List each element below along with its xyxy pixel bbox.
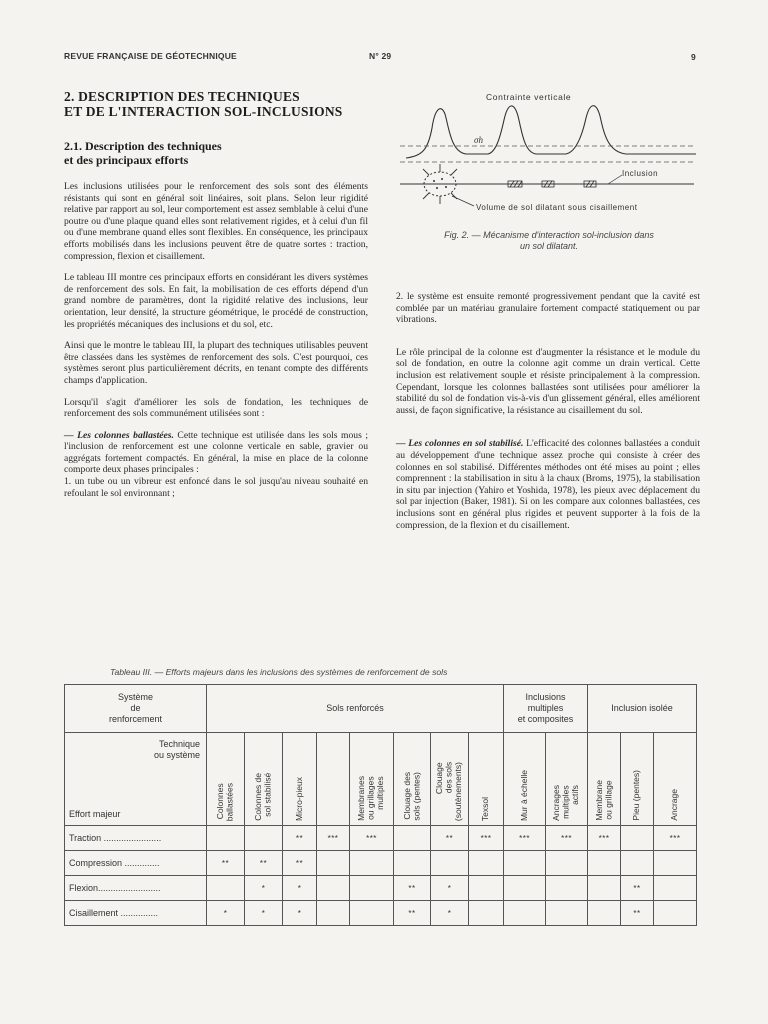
text-colonnes-ballastees: Cette technique est utilisée dans les sols mous ; l'inclusion de renforcement est une colonne verticale en sable, gravier ou aggrégats fortement compactés. En général, la mise en place de la colonne comporte deux phases principales : bbox=[64, 429, 369, 476]
section-title-line2: ET DE L'INTERACTION SOL-INCLUSIONS bbox=[64, 104, 343, 119]
table-cell bbox=[317, 901, 350, 926]
header-technique-systeme: Technique ou système bbox=[153, 739, 200, 760]
table-cell: * bbox=[245, 901, 283, 926]
table-cell: * bbox=[431, 901, 469, 926]
column-header-label: Membrane ou grillage bbox=[593, 780, 614, 821]
table-cell: * bbox=[245, 876, 283, 901]
table-cell: *** bbox=[504, 826, 546, 851]
table-cell bbox=[350, 901, 394, 926]
column-header bbox=[621, 733, 654, 826]
column-header bbox=[245, 733, 283, 826]
header-systeme-renforcement: Système de renforcement bbox=[65, 685, 207, 733]
lead-colonnes-sol-stabilise: — Les colonnes en sol stabilisé. bbox=[396, 438, 524, 450]
paragraph-efforts-intro: Les inclusions utilisées pour le renforcement des sols sont des éléments résistants qui sont en général soit linéaires, soit plans. Selon leur rigidité relative par rapport au sol, leur comportement est assez semblable à celui d'une poutre ou d'une plaque quand elles sont relativement rigides, et à celui d'un fil ou d'une membrane quand elles sont flexibles. En conséquence, les principaux efforts mobilisés dans les inclusions peuvent être de quatre sortes : traction, compression, flexion et cisaillement. bbox=[64, 181, 368, 262]
table-cell bbox=[469, 901, 504, 926]
column-header-label: Membranes ou grillages multiples bbox=[356, 776, 386, 821]
table-cell: *** bbox=[350, 826, 394, 851]
table-column-header-row bbox=[65, 733, 697, 826]
table-row bbox=[65, 851, 697, 876]
table-cell bbox=[469, 851, 504, 876]
page-number: 9 bbox=[691, 52, 696, 62]
table-row bbox=[65, 876, 697, 901]
column-header-label: Colonnes ballastées bbox=[215, 782, 235, 821]
table-cell bbox=[394, 826, 431, 851]
journal-title: REVUE FRANÇAISE DE GÉOTECHNIQUE bbox=[64, 51, 237, 61]
table-cell bbox=[504, 851, 546, 876]
table-cell: * bbox=[283, 901, 317, 926]
table-cell bbox=[654, 876, 697, 901]
table-cell bbox=[654, 901, 697, 926]
table-cell: *** bbox=[546, 826, 588, 851]
paragraph-tableau-iii: Le tableau III montre ces principaux efforts en considérant les divers systèmes de renforcement des sols. En fait, la mobilisation de ces efforts dépend d'un grand nombre de paramètres, dont la rigidité relative des inclusions, leur orientation, leur densité, la structure géométrique, le procédé de construction, les propriétés mécaniques des inclusions et du sol, etc. bbox=[64, 272, 368, 330]
row-label: Compression .............. bbox=[65, 851, 207, 876]
text-colonnes-sol-stabilise: L'efficacité des colonnes ballastées a conduit au développement d'une technique assez proche qui consiste à créer des colonnes en sol stabilisé. Différentes méthodes ont été mises au point ; elles comprennent : la stabilisation in situ à la chaux (Broms, 1975), la stabilisation in situ par injection (Yahiro et Yoshida, 1978), les pieux avec déplacement du sol par injection (Baker, 1981). Si on les compare aux colonnes ballastées, ces inclusions sont en général plus rigides et peuvent supporter à la fois de la compression, de la flexion et du cisaillement. bbox=[396, 438, 701, 531]
figure-caption bbox=[396, 230, 702, 252]
table-cell: *** bbox=[469, 826, 504, 851]
label-volume-dilatant: Volume de sol dilatant sous cisaillement bbox=[476, 203, 638, 212]
table-cell: ** bbox=[394, 901, 431, 926]
column-header bbox=[317, 733, 350, 826]
table-cell: *** bbox=[317, 826, 350, 851]
column-header-label: Mur à échelle bbox=[518, 769, 529, 821]
table-cell bbox=[431, 851, 469, 876]
paragraph-colonnes-ballastees bbox=[64, 430, 368, 476]
column-header bbox=[283, 733, 317, 826]
column-header bbox=[469, 733, 504, 826]
section-title-line1: 2. DESCRIPTION DES TECHNIQUES bbox=[64, 89, 300, 104]
right-column bbox=[396, 291, 700, 541]
column-header-label: Ancrages multiples actifs bbox=[551, 785, 581, 821]
table-cell: * bbox=[431, 876, 469, 901]
column-header-label: Texsol bbox=[480, 796, 491, 821]
table-cell bbox=[546, 851, 588, 876]
table-cell bbox=[588, 876, 621, 901]
table-cell bbox=[245, 826, 283, 851]
volume-leader bbox=[452, 196, 474, 206]
header-technique-effort bbox=[65, 733, 207, 826]
subsection-title bbox=[64, 139, 384, 167]
table-cell bbox=[394, 851, 431, 876]
table-cell bbox=[350, 851, 394, 876]
label-sigma-h: σh bbox=[474, 135, 483, 145]
column-header-label: Pieu (pentes) bbox=[631, 770, 642, 821]
paragraph-sol-stabilise bbox=[396, 438, 700, 531]
table-cell bbox=[621, 826, 654, 851]
header-effort-majeur: Effort majeur bbox=[69, 809, 121, 819]
table-cell: ** bbox=[245, 851, 283, 876]
left-column bbox=[64, 181, 368, 509]
column-header-label: Ancrage bbox=[669, 789, 680, 821]
table-cell bbox=[504, 901, 546, 926]
column-header bbox=[588, 733, 621, 826]
table-caption: Tableau III. — Efforts majeurs dans les inclusions des systèmes de renforcement de sols bbox=[110, 667, 448, 677]
table-cell bbox=[546, 876, 588, 901]
column-header-label: Clouage des sols (pentes) bbox=[401, 772, 421, 821]
table-cell: ** bbox=[621, 901, 654, 926]
table-cell bbox=[546, 901, 588, 926]
group-sols-renforces: Sols renforcés bbox=[207, 685, 504, 733]
issue-number: N° 29 bbox=[369, 51, 392, 61]
row-label: Flexion......................... bbox=[65, 876, 207, 901]
column-header-label: Clouage des sols (soutènements) bbox=[434, 761, 464, 821]
table-cell: * bbox=[207, 901, 245, 926]
column-header-label: Colonnes de sol stabilisé bbox=[253, 773, 273, 821]
subsection-title-line1: 2.1. Description des techniques bbox=[64, 139, 222, 153]
table-row bbox=[65, 826, 697, 851]
paragraph-classification: Ainsi que le montre le tableau III, la plupart des techniques utilisables peuvent être classées dans les systèmes de renforcement des sols. C'est pourquoi, ces systèmes seront plus particulièrement décrits, en tenant compte des différents champs d'application. bbox=[64, 340, 368, 386]
table-cell bbox=[504, 876, 546, 901]
paragraph-phase-1: 1. un tube ou un vibreur est enfoncé dans le sol jusqu'au niveau souhaité en refoulant le sol environnant ; bbox=[64, 476, 368, 499]
section-title bbox=[64, 89, 384, 119]
table-cell bbox=[207, 876, 245, 901]
table-cell bbox=[654, 851, 697, 876]
column-header bbox=[504, 733, 546, 826]
table-efforts-majeurs bbox=[64, 684, 697, 926]
table-cell bbox=[317, 876, 350, 901]
table-cell: *** bbox=[654, 826, 697, 851]
inclusion-leader bbox=[608, 175, 622, 184]
table-cell bbox=[588, 851, 621, 876]
table-cell: *** bbox=[588, 826, 621, 851]
stress-curve bbox=[406, 106, 696, 158]
figure-caption-line2: un sol dilatant. bbox=[519, 241, 579, 251]
figure-caption-line1: Fig. 2. — Mécanisme d'interaction sol-inclusion dans bbox=[444, 230, 654, 240]
table-cell bbox=[207, 826, 245, 851]
table-cell: ** bbox=[431, 826, 469, 851]
table-cell bbox=[588, 901, 621, 926]
paragraph-fondation: Lorsqu'il s'agit d'améliorer les sols de fondation, les techniques de renforcement des sols communément utilisées sont : bbox=[64, 396, 368, 420]
column-header bbox=[394, 733, 431, 826]
group-inclusion-isolee: Inclusion isolée bbox=[588, 685, 697, 733]
row-label: Traction ....................... bbox=[65, 826, 207, 851]
table-cell: ** bbox=[283, 826, 317, 851]
group-inclusions-multiples: Inclusions multiples et composites bbox=[504, 685, 588, 733]
column-header bbox=[350, 733, 394, 826]
table-cell: ** bbox=[394, 876, 431, 901]
figure-interaction-diagram bbox=[396, 88, 702, 220]
table-cell bbox=[317, 851, 350, 876]
table-cell: ** bbox=[207, 851, 245, 876]
table-cell bbox=[469, 876, 504, 901]
column-header bbox=[546, 733, 588, 826]
table-cell bbox=[621, 851, 654, 876]
column-header bbox=[431, 733, 469, 826]
table-cell: * bbox=[283, 876, 317, 901]
paragraph-phase-2: 2. le système est ensuite remonté progressivement pendant que la cavité est comblée par un matériau granulaire fortement compacté statiquement ou par vibrations. bbox=[396, 291, 700, 326]
subsection-title-line2: et des principaux efforts bbox=[64, 153, 189, 167]
column-header bbox=[207, 733, 245, 826]
row-label: Cisaillement ............... bbox=[65, 901, 207, 926]
paragraph-role-colonne: Le rôle principal de la colonne est d'augmenter la résistance et le module du sol de fondation, en outre la colonne agit comme un drain vertical. Cette inclusion est relativement souple et résiste principalement à la compression. Cependant, lorsque les colonnes ballastées sont utilisées pour améliorer la stabilité du sol de fondation vis-à-vis d'un glissement général, elles améliorent aussi, de façon significative, la résistance au cisaillement du sol. bbox=[396, 346, 700, 416]
table-cell bbox=[350, 876, 394, 901]
label-inclusion: Inclusion bbox=[622, 169, 659, 178]
lead-colonnes-ballastees: — Les colonnes ballastées. bbox=[64, 429, 174, 441]
table-row bbox=[65, 901, 697, 926]
table-cell: ** bbox=[283, 851, 317, 876]
column-header-label: Micro-pieux bbox=[293, 777, 304, 821]
label-contrainte-verticale: Contrainte verticale bbox=[486, 92, 572, 102]
table-cell: ** bbox=[621, 876, 654, 901]
table-group-header-row bbox=[65, 685, 697, 733]
column-header bbox=[654, 733, 697, 826]
